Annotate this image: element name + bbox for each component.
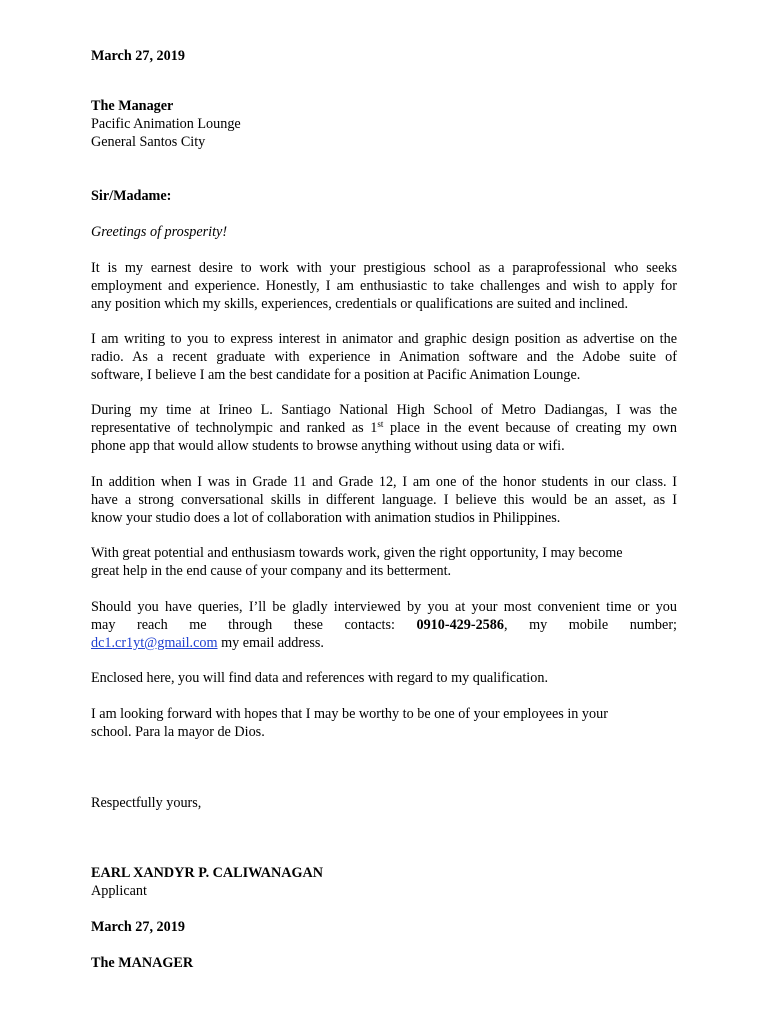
paragraph-6-text: my email address.: [217, 635, 324, 651]
paragraph-1-line: employment and experience. Honestly, I am enthusiastic to take challenges and wish to apply for: [91, 278, 677, 294]
ordinal-superscript: st: [377, 419, 384, 429]
paragraph-3-text: representative of technolympic and ranked as 1: [91, 420, 378, 436]
recipient-city: General Santos City: [91, 134, 206, 150]
salutation: Sir/Madame:: [91, 188, 172, 204]
paragraph-2-line: radio. As a recent graduate with experience in Animation software and the Adobe suite of: [91, 349, 677, 365]
paragraph-2-line: software, I believe I am the best candidate for a position at Pacific Animation Lounge.: [91, 367, 581, 383]
paragraph-5: [91, 544, 677, 580]
paragraph-4: [91, 473, 677, 527]
paragraph-6-text: may reach me through these contacts:: [91, 617, 417, 633]
second-letter-date: March 27, 2019: [91, 919, 185, 935]
paragraph-6-line: [91, 616, 677, 634]
signatory-name: EARL XANDYR P. CALIWANAGAN: [91, 865, 324, 881]
paragraph-1-line: any position which my skills, experiences, credentials or qualifications are suited and inclined.: [91, 296, 629, 312]
email-link[interactable]: dc1.cr1yt@gmail.com: [91, 635, 218, 651]
signature-block: [91, 864, 677, 900]
paragraph-8-line: school. Para la mayor de Dios.: [91, 724, 265, 740]
paragraph-1-line: It is my earnest desire to work with your prestigious school as a paraprofessional who seeks: [91, 260, 677, 276]
paragraph-5-line: great help in the end cause of your company and its betterment.: [91, 563, 452, 579]
paragraph-3-line: During my time at Irineo L. Santiago National High School of Metro Dadiangas, I was the: [91, 402, 677, 418]
recipient-block: [91, 97, 677, 151]
closing: Respectfully yours,: [91, 795, 202, 811]
paragraph-4-line: know your studio does a lot of collaboration with animation studios in Philippines.: [91, 510, 561, 526]
paragraph-5-line: With great potential and enthusiasm towards work, given the right opportunity, I may become: [91, 545, 623, 561]
recipient-title: The Manager: [91, 98, 174, 114]
paragraph-2-line: I am writing to you to express interest in animator and graphic design position as advertise on the: [91, 331, 677, 347]
paragraph-6-line: Should you have queries, I’ll be gladly interviewed by you at your most convenient time or you: [91, 599, 677, 615]
paragraph-2: [91, 330, 677, 384]
letter-date: March 27, 2019: [91, 48, 185, 64]
paragraph-7: Enclosed here, you will find data and references with regard to my qualification.: [91, 670, 548, 686]
paragraph-8: [91, 705, 677, 741]
paragraph-3-line: phone app that would allow students to browse anything without using data or wifi.: [91, 438, 565, 454]
phone-number: 0910-429-2586: [416, 617, 504, 633]
paragraph-3-line: [91, 419, 677, 437]
paragraph-4-line: In addition when I was in Grade 11 and Grade 12, I am one of the honor students in our class. I: [91, 474, 677, 490]
paragraph-6: [91, 598, 677, 652]
recipient-company: Pacific Animation Lounge: [91, 116, 241, 132]
greeting: Greetings of prosperity!: [91, 224, 228, 240]
paragraph-4-line: have a strong conversational skills in different language. I believe this would be an asset, as I: [91, 492, 677, 508]
paragraph-6-text: , my mobile number;: [503, 617, 677, 633]
paragraph-6-line: [91, 634, 677, 652]
paragraph-3: [91, 401, 677, 455]
paragraph-3-text: place in the event because of creating my own: [383, 420, 677, 436]
paragraph-1: [91, 259, 677, 313]
paragraph-8-line: I am looking forward with hopes that I may be worthy to be one of your employees in your: [91, 706, 608, 722]
second-letter-recipient-title: The MANAGER: [91, 955, 194, 971]
signatory-role: Applicant: [91, 883, 147, 899]
